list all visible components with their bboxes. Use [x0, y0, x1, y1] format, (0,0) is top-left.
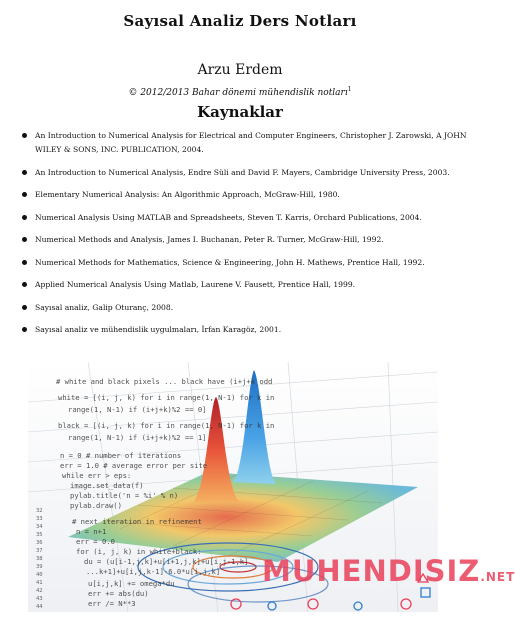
reference-item: An Introduction to Numerical Analysis, Endre Süli and David F. Mayers, Cambridge University Press, 2003.: [22, 166, 470, 180]
code-line: for (i, j, k) in white+black:: [76, 547, 202, 556]
copyright-symbol: ©: [128, 88, 138, 98]
reference-item: Elementary Numerical Analysis: An Algorithmic Approach, McGraw-Hill, 1980.: [22, 188, 470, 202]
watermark-logo: [262, 554, 515, 588]
reference-item: Applied Numerical Analysis Using Matlab, Laurene V. Fausett, Prentice Hall, 1999.: [22, 278, 470, 292]
code-line: range(1, N-1) if (i+j+k)%2 == 1]: [68, 433, 207, 442]
document-title: Sayısal Analiz Ders Notları: [123, 12, 357, 30]
watermark-tld: .NET: [480, 570, 515, 584]
line-number: 34: [36, 524, 43, 530]
reference-item: Sayısal analiz ve mühendislik uygulmaları, İrfan Karagöz, 2001.: [22, 323, 470, 337]
reference-list: [22, 129, 470, 346]
line-number: 33: [36, 516, 43, 522]
author-name: Arzu Erdem: [197, 62, 283, 78]
reference-item: An Introduction to Numerical Analysis for Electrical and Computer Engineers, Christopher J. Zarowski, A JOHN WILEY & SONS, INC. PUBLICATION, 2004.: [22, 129, 470, 157]
line-number: 37: [36, 548, 43, 554]
section-heading: Kaynaklar: [197, 103, 283, 121]
line-number: 38: [36, 556, 43, 562]
code-line: white = [(i, j, k) for i in range(1, N-1) for k in: [58, 393, 275, 402]
line-number: 39: [36, 564, 43, 570]
watermark-text: MUHENDISIZ: [262, 554, 481, 588]
reference-item: Sayısal analiz, Galip Oturanç, 2008.: [22, 301, 470, 315]
code-line: n = 0 # number of iterations: [60, 451, 182, 460]
code-line: # white and black pixels ... black have (i+j+k odd: [56, 377, 273, 386]
code-line: black = [(i, j, k) for i in range(1, N-1) for k in: [58, 421, 275, 430]
reference-item: Numerical Methods and Analysis, James I. Buchanan, Peter R. Turner, McGraw-Hill, 1992.: [22, 233, 470, 247]
code-line: # next iteration in refinement: [72, 517, 202, 526]
line-number: 40: [36, 572, 43, 578]
course-note: [0, 86, 480, 98]
code-line: err += abs(du): [88, 589, 149, 598]
footnote-mark: 1: [347, 86, 352, 93]
reference-item: Numerical Analysis Using MATLAB and Spreadsheets, Steven T. Karris, Orchard Publications, 2004.: [22, 211, 470, 225]
code-line: du = (u[i-1,j,k]+u[i+1,j,k]+u[i,j-1,k]: [84, 557, 249, 566]
line-number: 36: [36, 540, 43, 546]
code-line: err = 0.0: [76, 537, 115, 546]
code-line: err = 1.0 # average error per site: [60, 461, 208, 470]
line-number: 35: [36, 532, 43, 538]
code-line: u[i,j,k] += omega*du: [88, 579, 175, 588]
line-number: 42: [36, 588, 43, 594]
code-line: err /= N**3: [88, 599, 136, 608]
reference-item: Numerical Methods for Mathematics, Science & Engineering, John H. Mathews, Prentice Hall, 1992.: [22, 256, 470, 270]
code-line: n = n+1: [76, 527, 107, 536]
code-line: range(1, N-1) if (i+j+k)%2 == 0]: [68, 405, 207, 414]
code-line: pylab.draw(): [70, 501, 122, 510]
line-number: 43: [36, 596, 43, 602]
line-number: 44: [36, 604, 43, 610]
code-line: ...k+1]+u[i,j,k-1]-6.0*u[i,j,k]: [86, 567, 221, 576]
code-line: while err > eps:: [62, 471, 132, 480]
code-line: image.set_data(f): [70, 481, 144, 490]
line-number: 41: [36, 580, 43, 586]
code-line: pylab.title('n = %i' % n): [70, 491, 179, 500]
line-number: 32: [36, 508, 43, 514]
course-note-text: 2012/2013 Bahar dönemi mühendislik notları: [140, 88, 348, 98]
